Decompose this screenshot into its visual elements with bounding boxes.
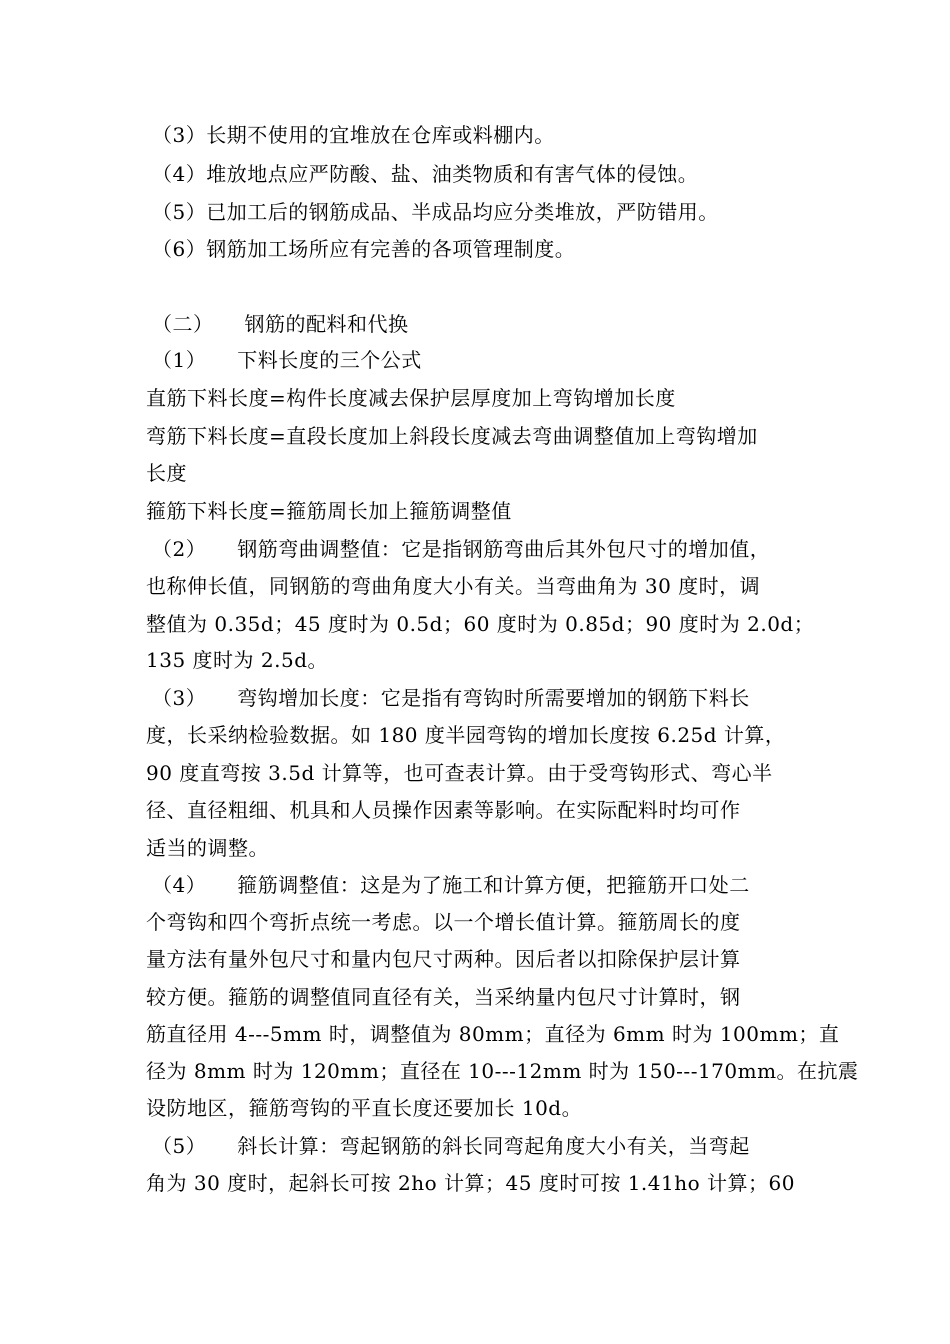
text-line: 弯筋下料长度=直段长度加上斜段长度减去弯曲调整值加上弯钩增加: [146, 424, 758, 448]
text-line: （3）长期不使用的宜堆放在仓库或料棚内。: [152, 123, 555, 147]
text-line: （5） 斜长计算：弯起钢筋的斜长同弯起角度大小有关，当弯起: [152, 1134, 750, 1158]
text-line: （2） 钢筋弯曲调整值：它是指钢筋弯曲后其外包尺寸的增加值，: [152, 537, 771, 561]
text-line: 90 度直弯按 3.5d 计算等，也可查表计算。由于受弯钩形式、弯心半: [146, 761, 773, 785]
text-line: 箍筋下料长度=箍筋周长加上箍筋调整值: [146, 499, 512, 523]
text-line: 度，长采纳检验数据。如 180 度半园弯钩的增加长度按 6.25d 计算，: [146, 723, 786, 747]
text-line: 也称伸长值，同钢筋的弯曲角度大小有关。当弯曲角为 30 度时，调: [146, 574, 761, 598]
subsection-heading: （1） 下料长度的三个公式: [152, 348, 422, 372]
text-line: 整值为 0.35d；45 度时为 0.5d；60 度时为 0.85d；90 度时为 2.0d；: [146, 612, 815, 636]
section-heading: （二） 钢筋的配料和代换: [152, 312, 409, 336]
text-line: 长度: [146, 461, 187, 485]
text-line: 径为 8mm 时为 120mm；直径在 10---12mm 时为 150---170mm。在抗震: [146, 1059, 859, 1083]
text-line: 量方法有量外包尺寸和量内包尺寸两种。因后者以扣除保护层计算: [146, 947, 741, 971]
text-line: 径、直径粗细、机具和人员操作因素等影响。在实际配料时均可作: [146, 798, 741, 822]
text-line: 直筋下料长度=构件长度减去保护层厚度加上弯钩增加长度: [146, 386, 676, 410]
text-line: 筋直径用 4---5mm 时，调整值为 80mm；直径为 6mm 时为 100mm；直: [146, 1022, 840, 1046]
text-line: （6）钢筋加工场所应有完善的各项管理制度。: [152, 237, 576, 261]
text-line: 135 度时为 2.5d。: [146, 648, 328, 672]
text-line: （4）堆放地点应严防酸、盐、油类物质和有害气体的侵蚀。: [152, 162, 699, 186]
text-line: 个弯钩和四个弯折点统一考虑。以一个增长值计算。箍筋周长的度: [146, 910, 741, 934]
text-line: 设防地区，箍筋弯钩的平直长度还要加长 10d。: [146, 1096, 583, 1120]
text-line: （5）已加工后的钢筋成品、半成品均应分类堆放，严防错用。: [152, 200, 719, 224]
text-line: 角为 30 度时，起斜长可按 2ho 计算；45 度时可按 1.41ho 计算；60: [146, 1171, 795, 1195]
text-line: （3） 弯钩增加长度：它是指有弯钩时所需要增加的钢筋下料长: [152, 686, 750, 710]
text-line: 较方便。箍筋的调整值同直径有关，当采纳量内包尺寸计算时，钢: [146, 985, 741, 1009]
text-line: （4） 箍筋调整值：这是为了施工和计算方便，把箍筋开口处二: [152, 873, 750, 897]
text-line: 适当的调整。: [146, 836, 269, 860]
